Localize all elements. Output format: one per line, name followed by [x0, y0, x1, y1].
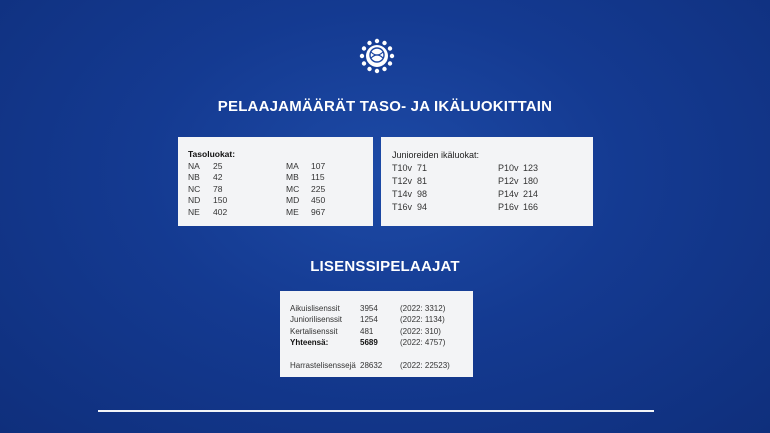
license-count: 28632	[360, 360, 383, 370]
age-class-value: 166	[523, 201, 539, 212]
age-class-value: 180	[523, 175, 539, 186]
age-class-label: P10v	[498, 162, 519, 173]
list-item	[188, 172, 244, 184]
level-value: 107	[311, 160, 326, 171]
age-class-value: 94	[417, 201, 428, 212]
list-item	[188, 161, 244, 173]
license-comparison: (2022: 22523)	[400, 360, 450, 370]
table-row	[290, 326, 463, 337]
license-count: 1254	[360, 315, 378, 325]
age-class-label: T16v	[392, 201, 413, 212]
level-value: 78	[213, 183, 223, 194]
list-item	[498, 175, 538, 188]
age-class-value: 71	[417, 162, 428, 173]
level-classes-right-column	[286, 161, 325, 219]
list-item	[498, 188, 538, 201]
level-value: 150	[213, 195, 228, 206]
list-item	[286, 184, 325, 196]
list-item	[188, 207, 244, 219]
level-label: ND	[188, 195, 201, 206]
level-label: ME	[286, 206, 299, 217]
page-title: PELAAJAMÄÄRÄT TASO- JA IKÄLUOKITTAIN	[217, 98, 553, 115]
license-type: Kertalisenssit	[290, 326, 338, 336]
license-type: Harrastelisenssejä	[290, 360, 356, 370]
level-classes-card	[178, 137, 373, 226]
list-item	[286, 207, 325, 219]
federation-logo	[357, 36, 397, 76]
level-classes-left-column	[188, 161, 244, 219]
list-item	[188, 184, 244, 196]
level-value: 402	[213, 206, 228, 217]
list-item	[392, 162, 490, 175]
list-item	[498, 162, 538, 175]
list-item	[392, 201, 490, 214]
table-row	[290, 314, 463, 325]
level-value: 115	[311, 172, 325, 183]
junior-girls-column	[392, 162, 490, 214]
level-label: MC	[286, 183, 300, 194]
level-classes-heading: Tasoluokat:	[188, 149, 236, 159]
level-value: 25	[213, 160, 223, 171]
table-row-hobby	[290, 360, 463, 371]
junior-age-classes-card	[381, 137, 593, 226]
age-class-label: T14v	[392, 188, 413, 199]
list-item	[392, 188, 490, 201]
level-value: 42	[213, 172, 223, 183]
age-class-label: T10v	[392, 162, 413, 173]
age-class-label: P14v	[498, 188, 519, 199]
age-class-value: 98	[417, 188, 428, 199]
licenses-card	[280, 291, 473, 377]
level-value: 225	[311, 183, 326, 194]
license-count: 3954	[360, 304, 378, 313]
list-item	[286, 195, 325, 207]
bottom-divider	[98, 410, 654, 412]
age-class-value: 81	[417, 175, 428, 186]
level-label: NA	[188, 160, 200, 171]
license-comparison: (2022: 310)	[400, 326, 441, 336]
level-label: NC	[188, 183, 201, 194]
level-label: MD	[286, 195, 300, 206]
license-type: Yhteensä:	[290, 338, 329, 348]
age-class-label: P16v	[498, 201, 519, 212]
age-class-value: 214	[523, 188, 539, 199]
table-row-total	[290, 337, 463, 348]
level-value: 967	[311, 206, 326, 217]
level-value: 450	[311, 195, 326, 206]
age-class-value: 123	[523, 162, 539, 173]
junior-boys-column	[498, 162, 538, 214]
list-item	[392, 175, 490, 188]
list-item	[188, 195, 244, 207]
license-count: 5689	[360, 338, 378, 348]
license-comparison: (2022: 3312)	[400, 304, 446, 313]
age-class-label: P12v	[498, 175, 519, 186]
list-item	[286, 172, 325, 184]
table-row	[290, 303, 463, 314]
license-type: Juniorilisenssit	[290, 315, 343, 325]
junior-age-classes-heading: Junioreiden ikäluokat:	[392, 150, 480, 160]
list-item	[498, 201, 538, 214]
section-title-licenses: LISENSSIPELAAJAT	[310, 258, 460, 275]
license-comparison: (2022: 1134)	[400, 315, 445, 325]
level-label: MA	[286, 160, 299, 171]
level-label: NE	[188, 206, 200, 217]
level-label: MB	[286, 172, 299, 183]
age-class-label: T12v	[392, 175, 413, 186]
license-comparison: (2022: 4757)	[400, 338, 446, 348]
level-label: NB	[188, 172, 200, 183]
license-count: 481	[360, 326, 374, 336]
license-type: Aikuislisenssit	[290, 304, 340, 313]
list-item	[286, 161, 325, 173]
